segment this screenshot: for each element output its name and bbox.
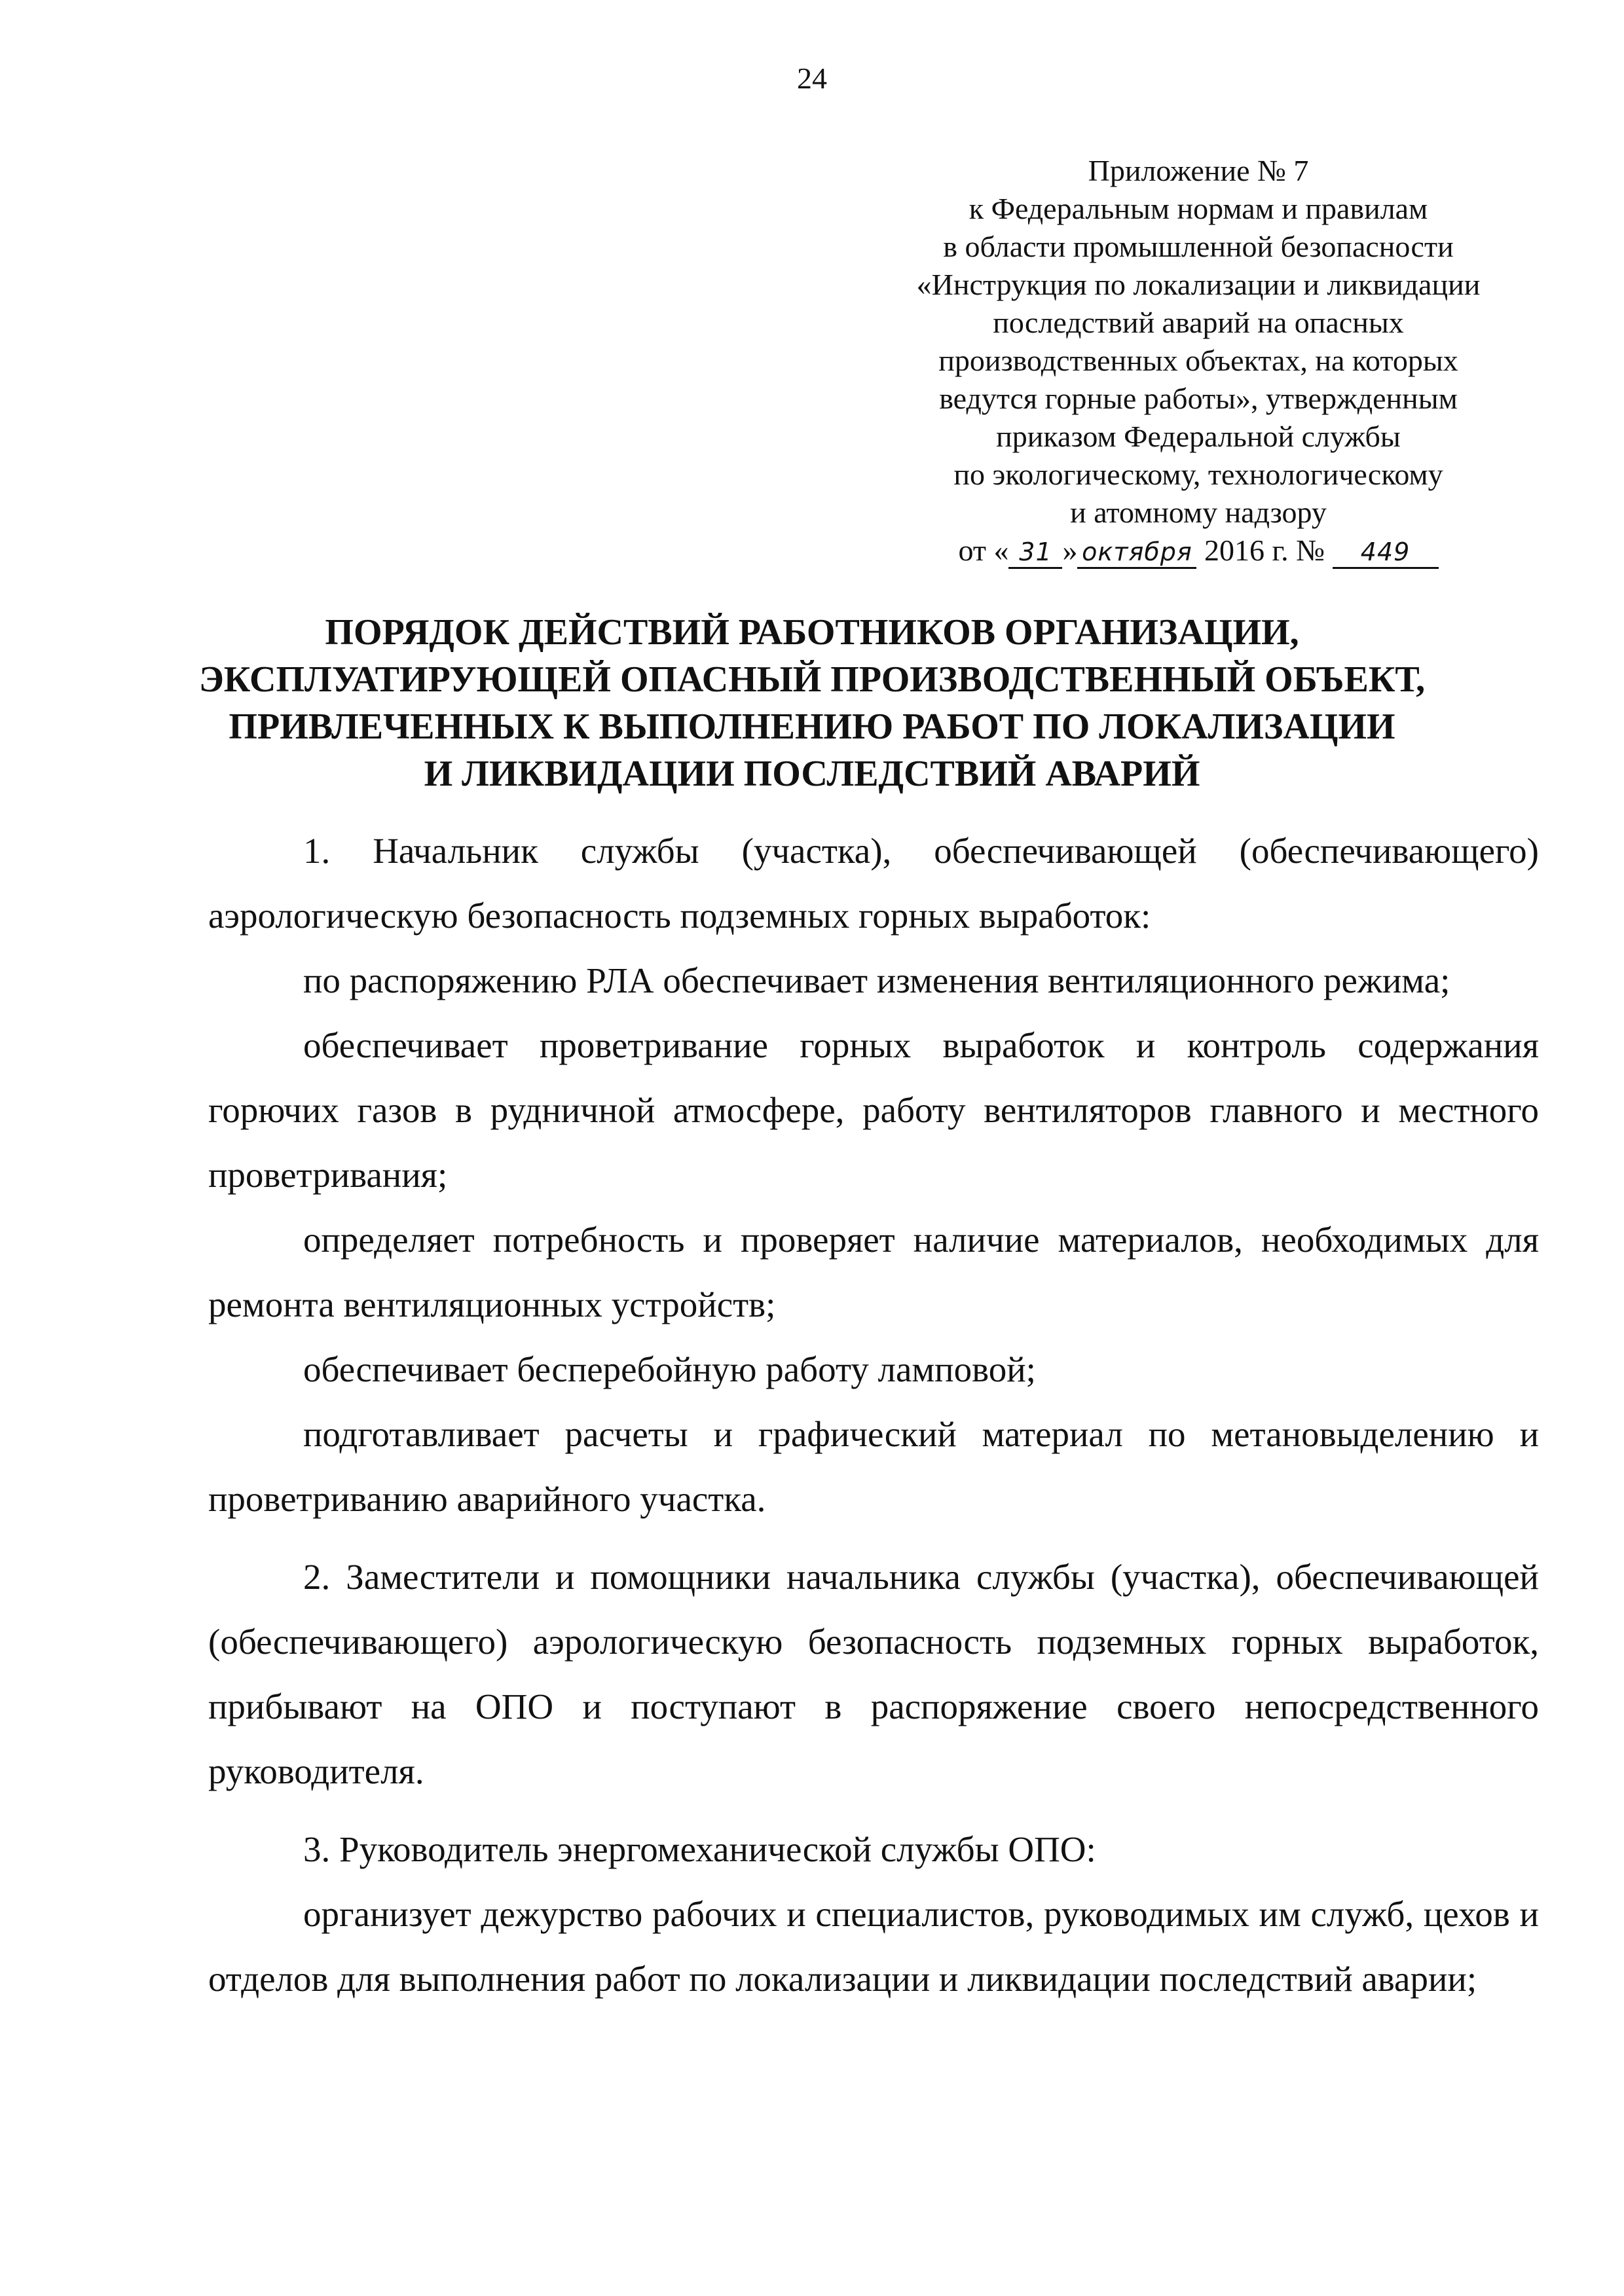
paragraph: 2. Заместители и помощники начальника службы (участка), обеспечивающей (обеспечивающего) аэрологическую безопасность подземных горных выработок, прибывают на ОПО и поступают в распоряжение своего непосредственного руководителя. [208,1557,1539,1791]
annex-line: в области промышленной безопасности [943,230,1454,263]
document-body [208,818,1539,2011]
annex-line: последствий аварий на опасных [993,306,1404,339]
annex-line: к Федеральным нормам и правилам [969,192,1428,225]
annex-line: производственных объектах, на которых [938,344,1458,377]
paragraph: обеспечивает бесперебойную работу ламповой; [303,1349,1036,1389]
annex-line: «Инструкция по локализации и ликвидации [916,268,1481,301]
annex-line: ведутся горные работы», утвержденным [939,382,1458,415]
paragraph: 1. Начальник службы (участка), обеспечивающей (обеспечивающего) аэрологическую безопасность подземных горных выработок: [208,831,1539,936]
paragraph: обеспечивает проветривание горных выработок и контроль содержания горючих газов в рудничной атмосфере, работу вентиляторов главного и местного проветривания; [208,1025,1539,1195]
handwritten-order-number: 449 [1333,537,1439,569]
annex-line: приказом Федеральной службы [996,420,1401,453]
paragraph: организует дежурство рабочих и специалистов, руководимых им служб, цехов и отделов для выполнения работ по локализации и ликвидации последствий аварии; [208,1894,1539,1999]
order-date-line [845,532,1552,570]
annex-header [845,152,1552,570]
title-line: ЭКСПЛУАТИРУЮЩЕЙ ОПАСНЫЙ ПРОИЗВОДСТВЕННЫЙ ОБЪЕКТ, [198,659,1426,700]
document-title [0,609,1624,797]
title-line: ПОРЯДОК ДЕЙСТВИЙ РАБОТНИКОВ ОРГАНИЗАЦИИ, [325,612,1299,653]
handwritten-month: октября [1077,537,1196,569]
handwritten-day: 31 [1008,537,1062,569]
paragraph: определяет потребность и проверяет наличие материалов, необходимых для ремонта вентиляционных устройств; [208,1220,1539,1324]
annex-line: Приложение № 7 [1088,154,1309,187]
annex-line: по экологическому, технологическому [953,458,1443,491]
page-number: 24 [797,62,827,95]
date-prefix: от « [958,534,1009,567]
date-mid: » [1062,534,1078,567]
annex-line: и атомному надзору [1070,496,1327,529]
title-line: И ЛИКВИДАЦИИ ПОСЛЕДСТВИЙ АВАРИЙ [424,754,1200,794]
title-line: ПРИВЛЕЧЕННЫХ К ВЫПОЛНЕНИЮ РАБОТ ПО ЛОКАЛИЗАЦИИ [229,706,1395,747]
paragraph: подготавливает расчеты и графический материал по метановыделению и проветриванию аварийного участка. [208,1414,1539,1519]
paragraph: по распоряжению РЛА обеспечивает изменения вентиляционного режима; [303,960,1450,1000]
paragraph: 3. Руководитель энергомеханической службы ОПО: [303,1829,1096,1869]
date-year: 2016 г. № [1204,534,1325,567]
